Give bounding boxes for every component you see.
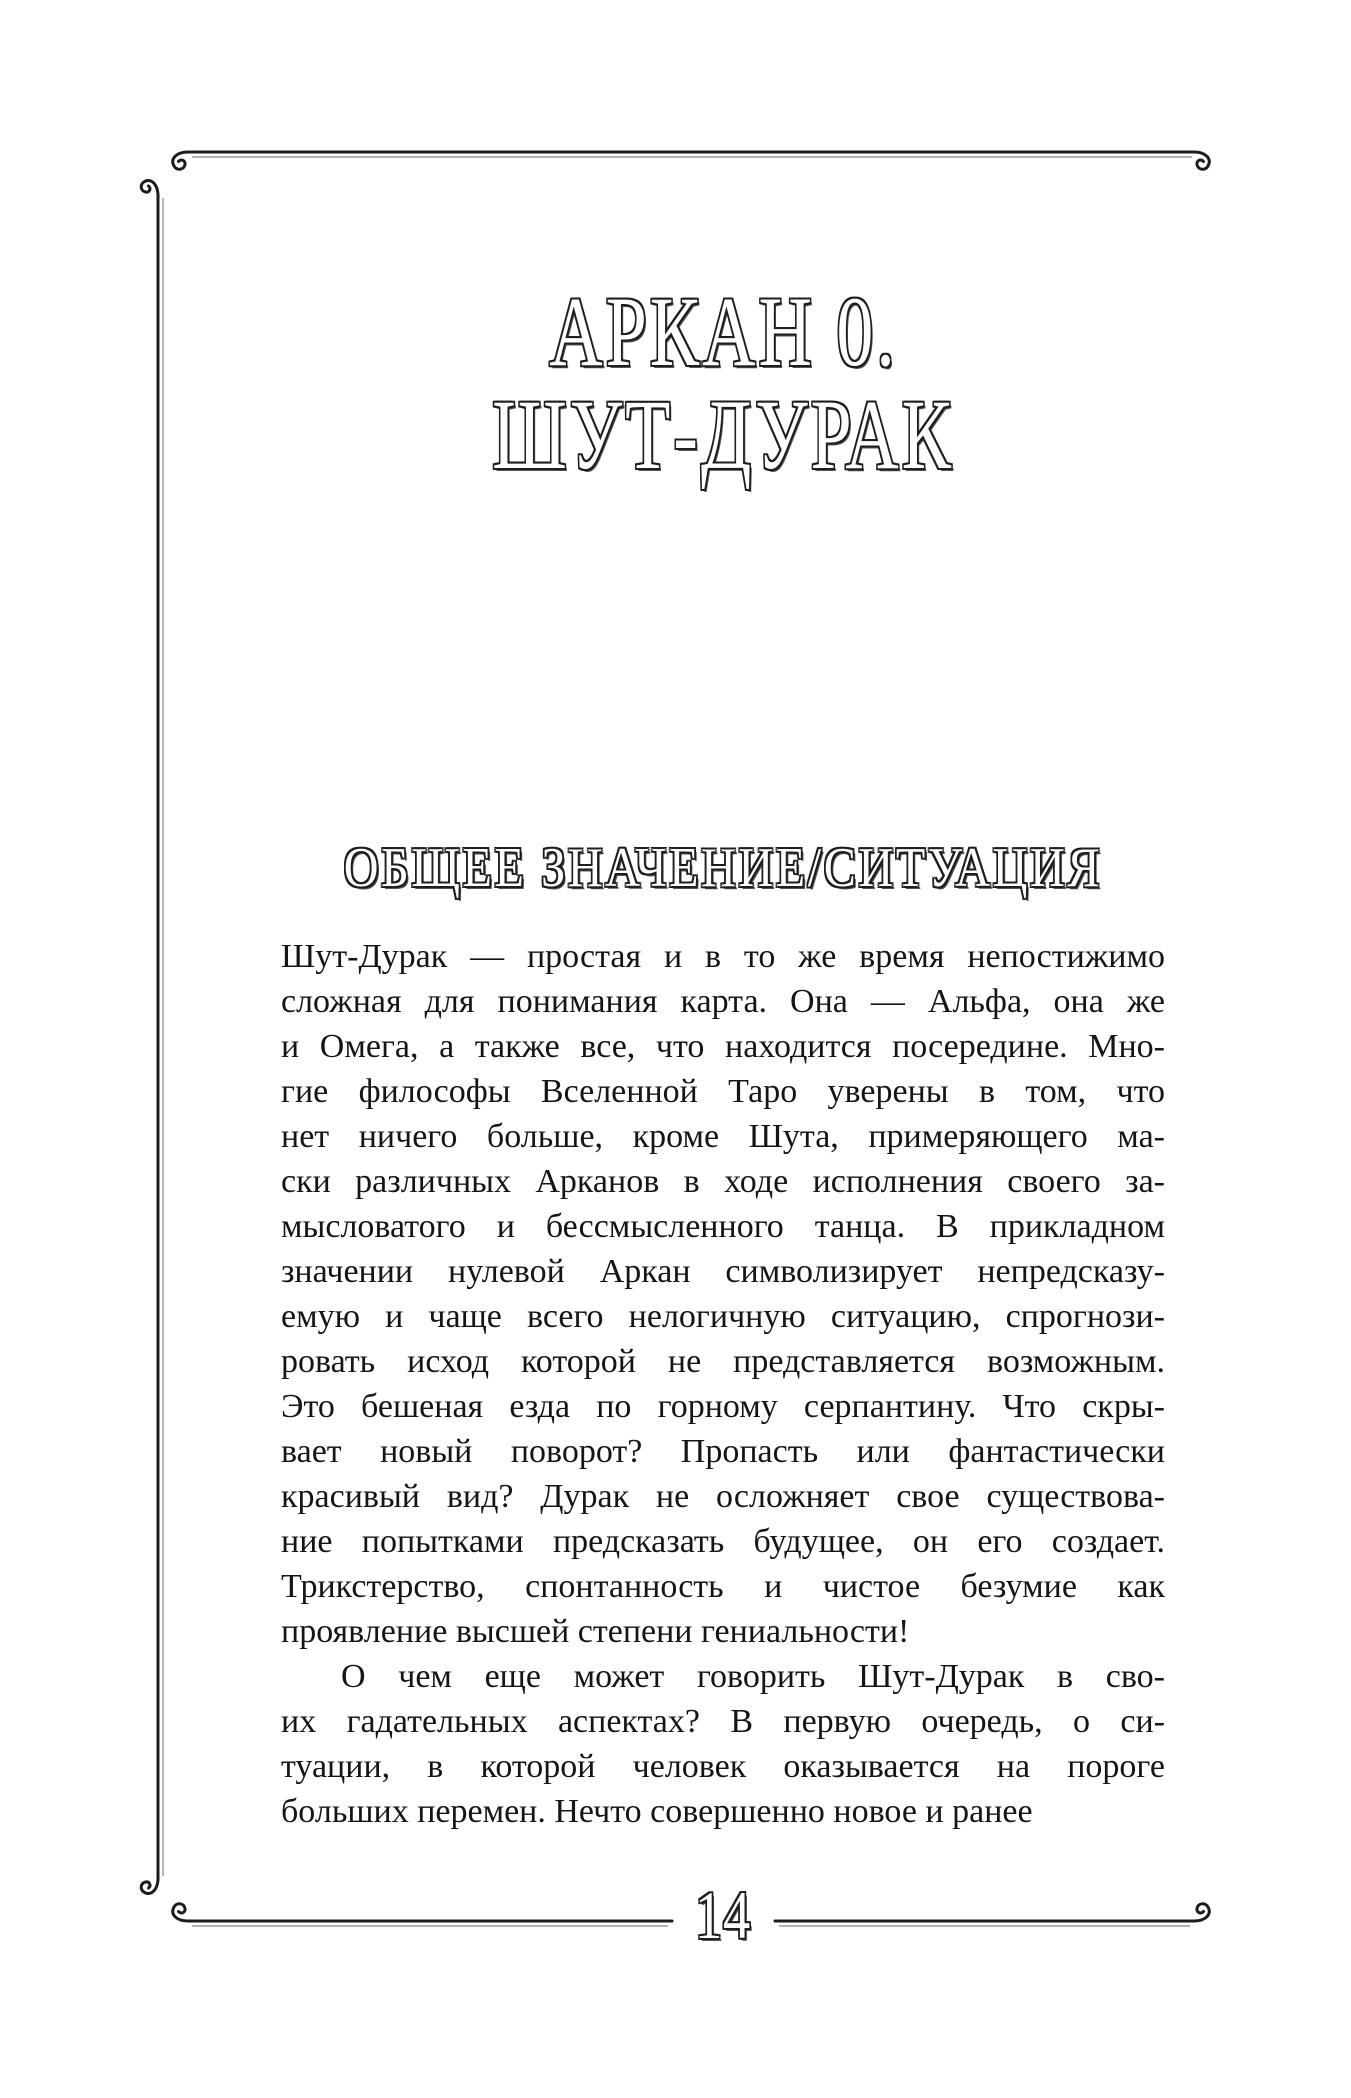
chapter-title-line-1 — [281, 276, 1165, 387]
text-line: емую и чаще всего нелогичную ситуацию, спрогнози- — [281, 1298, 1165, 1335]
chapter-title-line-2 — [281, 379, 1165, 490]
text-line: вает новый поворот? Пропасть или фантастически — [281, 1433, 1165, 1470]
text-line: Это бешеная езда по горному серпантину. Что скры- — [281, 1388, 1165, 1425]
chapter-title-text-1: АРКАН 0. — [548, 276, 898, 387]
text-line: Шут-Дурак — простая и в то же время непостижимо — [281, 938, 1165, 975]
body-text — [281, 934, 1165, 1834]
text-line: гие философы Вселенной Таро уверены в том, что — [281, 1073, 1165, 1110]
text-line: красивый вид? Дурак не осложняет свое существова- — [281, 1478, 1165, 1515]
text-line: их гадательных аспектах? В первую очередь, о си- — [281, 1703, 1165, 1740]
text-line: ние попытками предсказать будущее, он его создает. — [281, 1523, 1165, 1560]
text-line: значении нулевой Аркан символизирует непредсказу- — [281, 1253, 1165, 1290]
text-line: О чем еще может говорить Шут-Дурак в сво- — [341, 1658, 1165, 1695]
section-heading — [281, 838, 1165, 898]
section-heading-text: ОБЩЕЕ ЗНАЧЕНИЕ/СИТУАЦИЯ — [343, 837, 1103, 899]
text-line: ски различных Арканов в ходе исполнения своего за- — [281, 1163, 1165, 1200]
text-line: проявление высшей степени гениальности! — [281, 1613, 910, 1650]
page-number-text: 14 — [695, 1877, 751, 1953]
text-line: ровать исход которой не представляется возможным. — [281, 1343, 1165, 1380]
text-line: сложная для понимания карта. Она — Альфа, она же — [281, 983, 1165, 1020]
text-line: туации, в которой человек оказывается на пороге — [281, 1748, 1165, 1785]
text-line: нет ничего больше, кроме Шута, примеряющего ма- — [281, 1118, 1165, 1155]
text-line: мысловатого и бессмысленного танца. В прикладном — [281, 1208, 1165, 1245]
text-line: больших перемен. Нечто совершенно новое и ранее — [281, 1793, 1033, 1830]
text-line: и Омега, а также все, что находится посередине. Мно- — [281, 1028, 1165, 1065]
chapter-title-text-2: ШУТ-ДУРАК — [492, 379, 954, 490]
page-number — [650, 1877, 796, 1953]
text-line: Трикстерство, спонтанность и чистое безумие как — [281, 1568, 1165, 1605]
